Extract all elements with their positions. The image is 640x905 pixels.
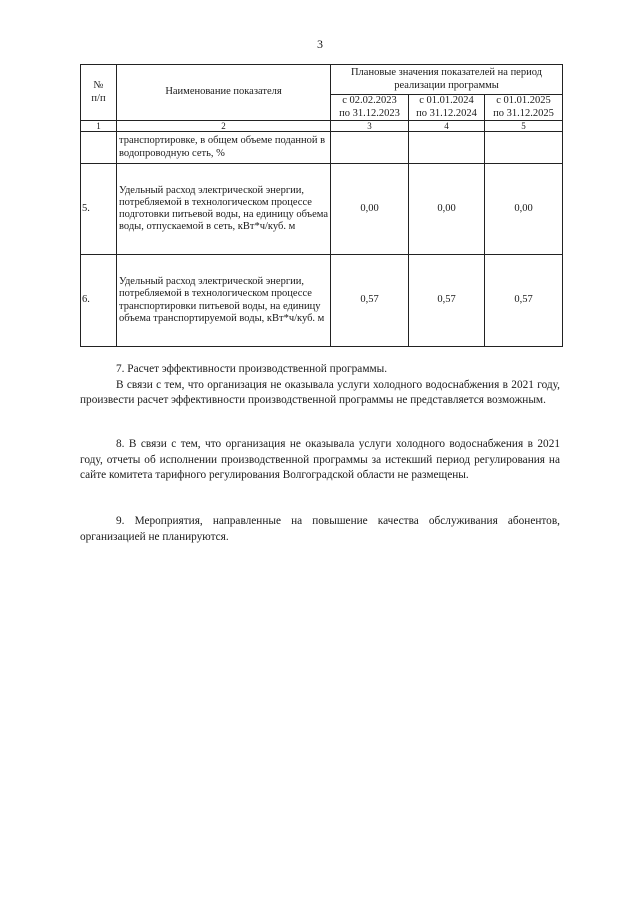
value-2025: 0,57: [485, 255, 563, 347]
indicator-name: Удельный расход электрической энергии, потребляемой в технологическом процессе транспортировки питьевой воды, на единицу объема транспортируемой воды, кВт*ч/куб. м: [117, 255, 331, 347]
section-7-title: 7. Расчет эффективности производственной программы.: [116, 363, 388, 375]
header-period-2024: с 01.01.2024 по 31.12.2024: [409, 95, 485, 121]
value-2025: [485, 132, 563, 164]
header-planned: Плановые значения показателей на период реализации программы: [331, 65, 563, 95]
row-number: 6.: [81, 255, 117, 347]
section-9-text: 9. Мероприятия, направленные на повышение качества обслуживания абонентов, организацией не планируются.: [80, 515, 560, 543]
header-period-2025: с 01.01.2025 по 31.12.2025: [485, 95, 563, 121]
indicators-table: [80, 64, 563, 347]
table-row: [81, 255, 563, 347]
value-2023: 0,00: [331, 164, 409, 255]
indicator-name: Удельный расход электрической энергии, потребляемой в технологическом процессе подготовки питьевой воды, на единицу объема воды, отпускаемой в сеть, кВт*ч/куб. м: [117, 164, 331, 255]
value-2024: [409, 132, 485, 164]
value-2024: 0,57: [409, 255, 485, 347]
section-7: [80, 362, 560, 409]
column-index: 5: [485, 121, 563, 132]
header-name: Наименование показателя: [117, 65, 331, 121]
row-number: [81, 132, 117, 164]
section-7-body: В связи с тем, что организация не оказывала услуги холодного водоснабжения в 2021 году, произвести расчет эффективности производственной программы не представляется возможным.: [80, 378, 560, 406]
page-number: 3: [317, 37, 323, 51]
value-2025: 0,00: [485, 164, 563, 255]
column-index: 3: [331, 121, 409, 132]
column-index-row: [81, 121, 563, 132]
column-index: 1: [81, 121, 117, 132]
table-row: [81, 164, 563, 255]
indicator-name: транспортировке, в общем объеме поданной в водопроводную сеть, %: [117, 132, 331, 164]
section-8-text: 8. В связи с тем, что организация не оказывала услуги холодного водоснабжения в 2021 году, отчеты об исполнении производственной программы за истекший период регулирования на сайте комитета тарифного регулирования Волгоградской области не размещены.: [80, 438, 560, 481]
column-index: 2: [117, 121, 331, 132]
value-2023: [331, 132, 409, 164]
row-number: 5.: [81, 164, 117, 255]
table-header-row: [81, 65, 563, 95]
header-num: № п/п: [81, 65, 117, 121]
column-index: 4: [409, 121, 485, 132]
section-9: [80, 514, 560, 545]
section-8: [80, 437, 560, 484]
header-period-2023: с 02.02.2023 по 31.12.2023: [331, 95, 409, 121]
table-row: [81, 132, 563, 164]
value-2023: 0,57: [331, 255, 409, 347]
value-2024: 0,00: [409, 164, 485, 255]
